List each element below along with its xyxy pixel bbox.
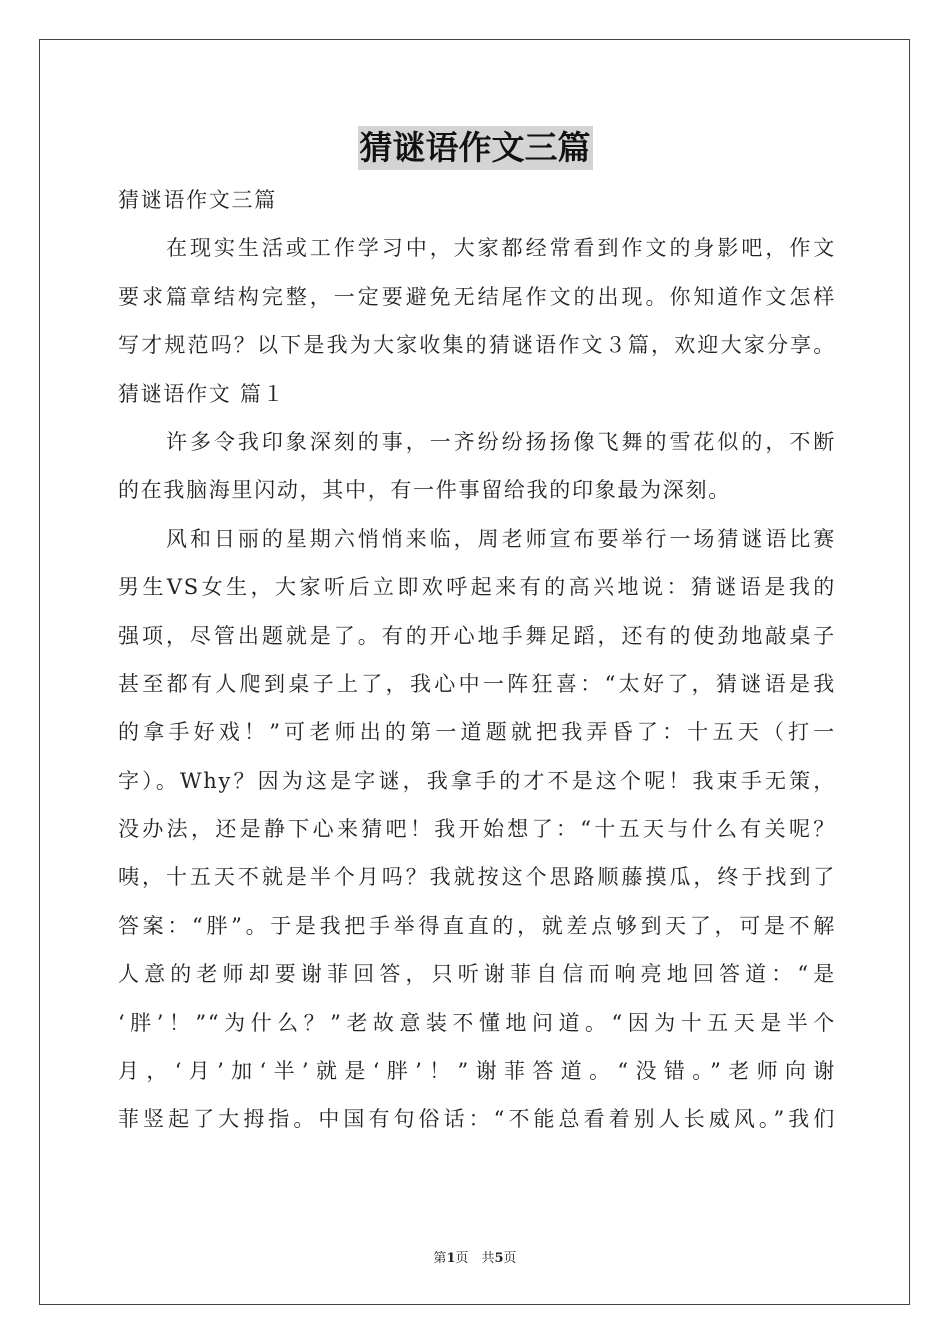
text-line: 月，‘月’加‘半’就是‘胖’！”谢菲答道。“没错。”老师向谢 bbox=[118, 1059, 836, 1084]
text-line: 许多令我印象深刻的事，一齐纷纷扬扬像飞舞的雪花似的，不断 bbox=[166, 429, 836, 454]
footer-prefix: 第 bbox=[433, 1251, 447, 1266]
text-line: 猜谜语作文三篇 bbox=[118, 188, 277, 212]
text-line: 男生VS女生，大家听后立即欢呼起来有的高兴地说：猜谜语是我的 bbox=[118, 575, 836, 600]
footer-current-page: 1 bbox=[446, 1251, 456, 1266]
text-line: 没办法，还是静下心来猜吧！我开始想了：“十五天与什么有关呢？ bbox=[118, 817, 836, 842]
text-line: 在现实生活或工作学习中，大家都经常看到作文的身影吧，作文 bbox=[166, 236, 836, 261]
text-line: 要求篇章结构完整，一定要避免无结尾作文的出现。你知道作文怎样 bbox=[118, 284, 836, 309]
page-footer bbox=[0, 1247, 950, 1266]
text-line: 甚至都有人爬到桌子上了，我心中一阵狂喜：“太好了，猜谜语是我 bbox=[118, 671, 836, 696]
footer-suffix: 页 bbox=[503, 1251, 517, 1266]
text-line: 咦，十五天不就是半个月吗？我就按这个思路顺藤摸瓜，终于找到了 bbox=[118, 865, 836, 890]
text-line: 猜谜语作文 篇１ bbox=[118, 381, 286, 406]
text-line: 的拿手好戏！”可老师出的第一道题就把我弄昏了：十五天（打一 bbox=[118, 720, 836, 745]
text-line: 人意的老师却要谢菲回答，只听谢菲自信而响亮地回答道：“是 bbox=[118, 962, 836, 987]
document-title: 猜谜语作文三篇 bbox=[358, 126, 593, 170]
text-line: ‘胖’！”“为什么？”老故意装不懂地问道。“因为十五天是半个 bbox=[118, 1010, 836, 1035]
text-line: 菲竖起了大拇指。中国有句俗话：“不能总看着别人长威风。”我们 bbox=[118, 1107, 836, 1132]
text-line: 字）。Why？因为这是字谜，我拿手的才不是这个呢！我束手无策， bbox=[118, 768, 836, 793]
text-line: 风和日丽的星期六悄悄来临，周老师宣布要举行一场猜谜语比赛 bbox=[166, 526, 836, 551]
footer-mid: 页 共 bbox=[455, 1251, 495, 1266]
document-body bbox=[118, 176, 836, 1144]
text-line: 答案：“胖”。于是我把手举得直直的，就差点够到天了，可是不解 bbox=[118, 913, 836, 938]
text-line: 写才规范吗？以下是我为大家收集的猜谜语作文３篇，欢迎大家分享。 bbox=[118, 333, 836, 358]
footer-total-pages: 5 bbox=[494, 1251, 504, 1266]
title-container bbox=[0, 126, 950, 170]
text-line: 的在我脑海里闪动，其中，有一件事留给我的印象最为深刻。 bbox=[118, 478, 731, 503]
text-line: 强项，尽管出题就是了。有的开心地手舞足蹈，还有的使劲地敲桌子 bbox=[118, 623, 836, 648]
